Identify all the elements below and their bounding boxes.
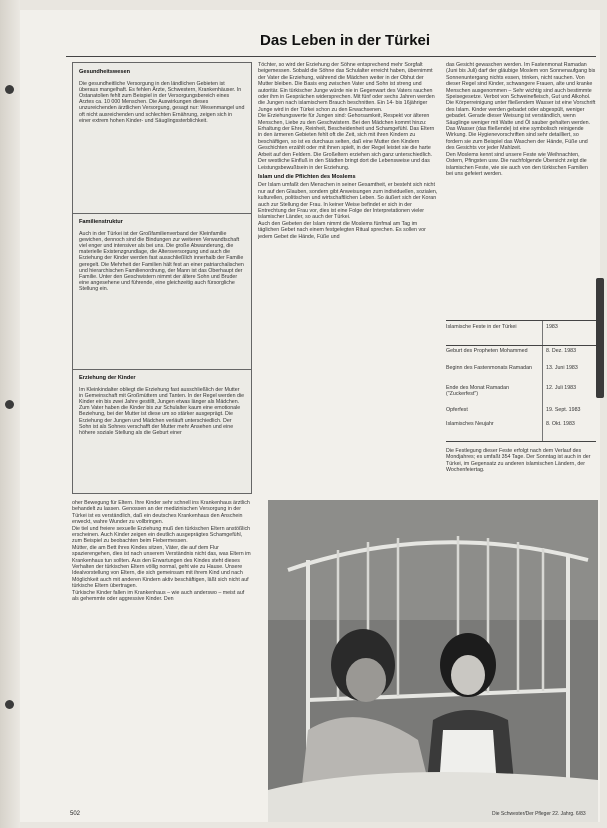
article-column-right-end: Die Festlegung dieser Feste erfolgt nach dem Verlauf des Mondjahres; es umfaßt 354 Tage. Der Sonntag ist auch in der Türkei, im Gegensatz zu anderen islamischen Ländern, der Wochenfeiertag.: [446, 448, 591, 474]
magazine-page: [20, 10, 600, 822]
section-divider: [73, 213, 251, 214]
binder-margin: [0, 0, 20, 828]
box-section-family: [79, 219, 245, 365]
column-text: Töchter, so wird der Erziehung der Söhne entsprechend mehr Sorgfalt beigemessen. Sobald die Söhne das Schulalter erreicht haben, übernimmt der Vater die Erziehung, während die Mädchen weiter in der Obhut der Mutter bleiben. Die Basis eng zwischen Vater und Sohn ist streng und autoritär. Ein türkischer Junge würde nie in Gegenwart des Vaters rauchen oder ihm in Gesprächen widersprechen. Mit fünf oder sechs Jahren werden die Jungen nach islamischem Brauch beschnitten. Ein 14- bis 16jähriger Junge wird in der Türkei schon zu den Erwachsenen. Die Erziehungswerte für Jungen sind: Gehorsamkeit, Respekt vor älteren Menschen, Liebe zu den Geschwistern. Bei den Mädchen kommt hinzu: Erhaltung der Ehre, Reinheit, Bescheidenheit und Schamgefühl. Das Eltern in den ärmeren Gebieten fehlt oft die Zeit, sich mit ihren Kindern zu beschäftigen, so ist es durchaus selten, daß eine Mutter den Kindern Geschichten erzählt oder mit ihnen spielt, in der Regel leistet sie die harte Arbeit auf den Feldern. Die Großeltern erziehen sich ganz unterschiedlich. Der westliche Einfluß in den Städten bringt dort die Lebensweise und das Leistungsbewußtsein in der Erziehung.: [258, 62, 435, 171]
table-cell-event: Geburt des Propheten Mohammed: [446, 348, 528, 354]
hospital-photo: [268, 500, 598, 822]
box-section-upbringing: [79, 375, 245, 489]
table-cell-date: 8. Dez. 1983: [546, 348, 577, 354]
section-heading-islam: Islam und die Pflichten des Moslems: [258, 173, 356, 180]
table-cell-date: 19. Sept. 1983: [546, 407, 581, 413]
section-heading: Familienstruktur: [79, 219, 123, 225]
page-number: 502: [70, 811, 81, 817]
punch-hole: [5, 400, 14, 409]
photo-illustration: [268, 500, 598, 822]
article-column-left: oher Bewegung für Eltern. Ihre Kinder sehr schnell ins Krankenhaus ärztlich behandelt zu lassen. Genossen an der medizinischen Versorgung in der Türkei ist es verständlich, daß ein deutsches Krankenhaus den Anschein erweckt, wahre Wunder zu vollbringen. Die tiel und freiere sexuelle Erziehung muß den türkischen Eltern anstößlich erscheinen. Auch Kinder zeigen ein deutlich ausgeprägtes Schamgefühl, zum Beispiel zu beobachten beim Fiebermessen. Mütter, die am Bett ihres Kindes sitzen, Väter, die auf dem Flur spazierengehen, dies ist nach unserem Verständnis nicht das, was Eltern im Krankenhaus tun sollten. Aus den Erwartungen des Kindes steht dieses Verhalten der türkischen Eltern völlig normal, geht wie zu Hause. Unsere Idealvorstellung von Eltern, die sich gemeinsam mit ihrem Kind und nach Möglichkeit auch mit anderen Kindern aktiv beschäftigen, läßt sich nicht auf türkische Eltern übertragen. Türkische Kinder fallen im Krankenhaus – wie auch anderswo – meist auf als gehemmte oder aggressive Kinder. Den: [72, 500, 251, 603]
article-column-middle: [258, 62, 438, 494]
info-box: [72, 62, 252, 494]
title-rule: [66, 56, 596, 57]
section-text: Die gesundheitliche Versorgung in den ländlichen Gebieten ist überaus mangelhaft. Es fehlen Ärzte, Schwestern, Krankenhäuser. In Ostanatolien fehlt zum Beispiel in der Versorgungsbereich eines Arztes ca. 10 000 Menschen. Die Auswirkungen dieses unzureichenden ärztlichen Versorgung, gesagt nur: Wesenmangel und oft nicht ausreichenden und schlechten Ernährung, zeigen sich in einer extrem hohen Kinder- und Säuglingssterblichkeit.: [79, 80, 245, 124]
table-header-year: 1983: [546, 324, 558, 330]
table-header-event: Islamische Feste in der Türkei: [446, 324, 517, 330]
festival-table: [446, 320, 596, 442]
table-cell-event: Ende des Monat Ramadan ("Zuckerfest"): [446, 385, 510, 398]
article-column-right: das Gesicht gewaschen werden. Im Fastenmonat Ramadan (Juni bis Juli) darf der gläubige Moslem von Sonnenaufgang bis Sonnenuntergang nichts essen, trinken, nicht rauchen. Von dieser Regel sind Kinder, schwangere Frauen, alte und kranke Menschen ausgenommen – Sehr wichtig sind auch bestimmte Speisegesetze. Verbot von Schweinefleisch, Gut und Alkohol. Die Körperreinigung unter fließendem Wasser ist eine Vorschrift des Islam. Kinder werden gebadet oder abgespült, weniger gebadet. Gerade dieser Weisung ist verständlich, wenn Säuglinge weniger mit Watte und Öl sauber gehalten werden. Das Wasser (das fließende) ist eine symbolisch reinigende Wirkung. Die Hygienevorschriften sind sehr detailliert, so fordern sie zum Beispiel das Waschen der Hände, Füße und des Gesichts vor jeder Mahlzeit. Den Moslems kennt sind unsere Feste wie Weihnachten, Ostern, Pfingsten usw. Die nachfolgende Übersicht zeigt die islamischen Feste, wie sie auch von den türkischen Familien bei uns gefeiert werden.: [446, 62, 596, 177]
journal-footer: Die Schwester/Der Pfleger 22. Jahrg. 6/83: [492, 811, 586, 817]
table-row: [446, 345, 596, 354]
punch-hole: [5, 85, 14, 94]
section-text: Auch in der Türkei ist der Großfamilienverband der Kleinfamilie gewichen, dennoch sind die Bindungen zur weiteren Verwandtschaft viel enger und intensiver als bei uns. Die große Abwanderung, die materielle Existenzgrundlage, die Altersversorgung und auch die Erziehung der Kinder werden fast ausschließlich innerhalb der Familie geregelt. Die Mehrheit der Familien hält fest an einer patriarchalischen und hierarchischen Familienordnung, der Mann ist das Oberhaupt der Familie. Unter den Geschwistern nimmt der ältere Sohn und Bruder eine angesehene und führende, eine gleichzeitig auch fürsorgliche Stellung ein.: [79, 230, 244, 293]
box-section-health: [79, 69, 245, 207]
table-cell-event: Beginn des Fastenmonats Ramadan: [446, 365, 532, 371]
section-heading: Gesundheitswesen: [79, 69, 130, 75]
table-cell-date: 12. Juli 1983: [546, 385, 577, 391]
section-divider: [73, 369, 251, 370]
section-text: Im Kleinkindalter obliegt die Erziehung fast ausschließlich der Mutter in Gemeinschaft mit Großmüttern und Tanten. In der Regel werden die Kinder ein bis zwei Jahre gestillt, Jungen etwas länger als Mädchen. Zum Vater haben die Kinder bis zur Schulalter kaum eine emotionale Beziehung, bei der Mutter ist diese um so stärker ausgeprägt. Die Erziehung der Jungen und Mädchen verläuft unterschiedlich. Der Sohn ist als Sohnes verschafft der Mutter mehr Ansehen und eine höhere soziale Stellung als die Geburt einer: [79, 386, 245, 436]
table-cell-event: Opferfest: [446, 407, 468, 413]
table-column-divider: [542, 321, 543, 441]
punch-hole: [5, 700, 14, 709]
page-title: Das Leben in der Türkei: [260, 32, 431, 49]
column-text: Der Islam umfaßt den Menschen in seiner Gesamtheit, er besteht sich nicht nur auf den Glauben, sondern gibt Anweisungen zum individuellen, sozialen, kulturellen, politischen und wirtschaftlichen Leben. So äußert sich der Koran auch zur Stellung der Frau. In keiner Weise befindet er sich in der Entrechtung der Frau vor, dies ist eine Folge der Interpretationen vieler islamischer Länder, so auch der Türkei. Auch den Gebeten der Islam nimmt die Moslems fünfmal am Tag im täglichen Gebet nach einem festgelegten Ritual sprechen. Es sollen vor jedem Gebet die Hände, Füße und: [258, 182, 438, 240]
section-heading: Erziehung der Kinder: [79, 375, 136, 381]
table-cell-date: 8. Okt. 1983: [546, 421, 575, 427]
table-cell-date: 13. Juni 1983: [546, 365, 578, 371]
binder-clip: [596, 278, 604, 398]
table-cell-event: Islamisches Neujahr: [446, 421, 494, 427]
